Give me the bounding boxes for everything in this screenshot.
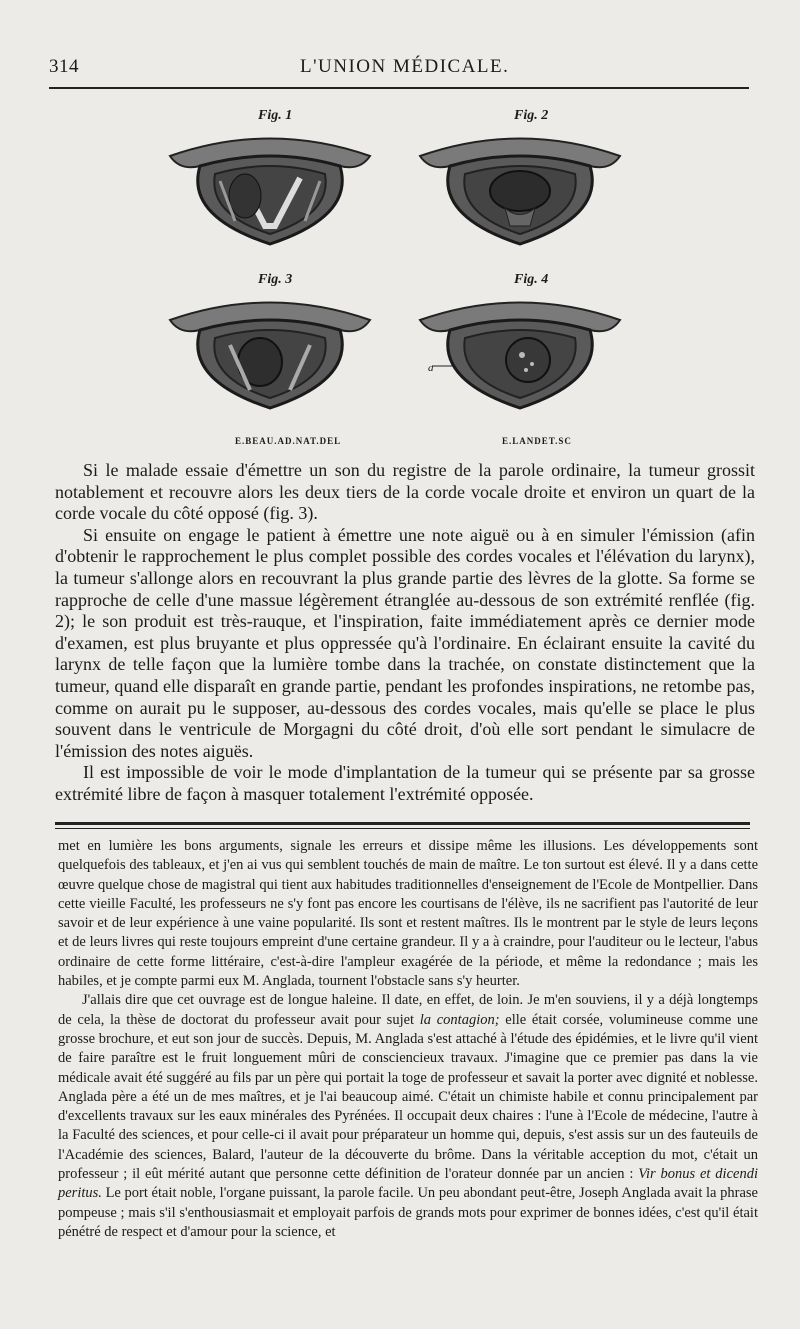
figure-plate: [150, 100, 650, 450]
section-rule-thin: [55, 828, 750, 829]
figure-1: [160, 108, 390, 278]
page-number: 314: [49, 56, 79, 77]
figure-2: [410, 108, 640, 278]
page-header: [0, 50, 800, 90]
paragraph: Si ensuite on engage le patient à émettre une note aiguë ou à en simuler l'émission (afin d'obtenir le rapprochement le plus complet possible des cordes vocales et l'élévation du larynx), la tumeur s'allonge alors en recouvrant la plus grande partie des lèvres de la glotte. Sa forme se rapproche de celle d'une massue légèrement étranglée au-dessous de son extrémité renflée (fig. 2); le son produit est très-rauque, et l'inspiration, faite immédiatement après ce dernier mode d'examen, est plus bruyante et plus oppressée qu'à l'ordinaire. En éclairant ensuite la cavité du larynx de telle façon que la lumière tombe dans la trachée, on constate distinctement que la tumeur, quand elle disparaît en grande partie, pendant les profondes inspirations, ne retombe pas, comme on aurait pu le supposer, au-dessous des cordes vocales, mais qu'elle se place le plus souvent dans le ventricule de Morgagni du côté droit, d'où elle sort pendant le simulacre de l'émission des notes aiguës.: [55, 524, 755, 761]
article-text: [55, 460, 755, 806]
larynx-illustration-4: [410, 290, 630, 415]
figure-3: [160, 272, 390, 442]
italic-run: la contagion;: [419, 1011, 500, 1028]
engraver-signature-right: E.LANDET.SC: [502, 436, 572, 446]
figure-4-label: Fig. 4: [514, 272, 549, 287]
feuilleton-paragraph: met en lumière les bons arguments, signale les erreurs et dissipe même les illusions. Les développements sont quelquefois des tableaux, et j'en ai vus qui semblent touchés de main de maître. Le ton surtout est élevé. Il y a dans cette œuvre quelque chose de magistral qui tient aux habitudes traditionnelles d'enseignement de l'Ecole de Montpellier. Dans cette vieille Faculté, les professeurs ne s'y font pas encore les courtisans de l'élève, ils ne sacrifient pas l'autorité de leur savoir et de leur expérience à une vaine popularité. Ils sont et restent maîtres. Ils le montrent par le style de leurs leçons et de leurs livres qui reste toujours empreint d'une certaine grandeur. Il y a à craindre, pour l'auditeur ou le lecteur, l'abus ordinaire de cette forme littéraire, c'est-à-dire l'ampleur exagérée de la période, et même la redondance ; mais les habiles, et je compte parmi eux M. Anglada, tournent l'obstacle sans s'y heurter.: [58, 838, 758, 990]
feuilleton-text: [58, 837, 758, 1242]
larynx-illustration-1: [160, 126, 380, 251]
larynx-illustration-3: [160, 290, 380, 415]
italic-run: Vir bonus et dicendi peritus.: [58, 1166, 758, 1202]
figure-4: [410, 272, 640, 442]
section-rule: [55, 822, 750, 825]
header-rule: [49, 87, 749, 89]
engraver-signature-left: E.BEAU.AD.NAT.DEL: [235, 436, 342, 446]
paragraph: Si le malade essaie d'émettre un son du registre de la parole ordinaire, la tumeur grossit notablement et recouvre alors les deux tiers de la corde vocale droite et environ un quart de la corde vocale du côté opposé (fig. 3).: [55, 460, 755, 524]
figure-1-label: Fig. 1: [258, 108, 293, 123]
figure-3-label: Fig. 3: [258, 272, 293, 287]
figure-2-label: Fig. 2: [514, 108, 549, 123]
feuilleton-paragraph: [58, 991, 758, 1242]
paragraph: Il est impossible de voir le mode d'implantation de la tumeur qui se présente par sa grosse extrémité libre de façon à masquer totalement l'extrémité opposée.: [55, 762, 755, 804]
figure-4-letter-a: a: [428, 362, 434, 374]
text-run: J'allais dire que cet ouvrage est de longue haleine. Il date, en effet, de loin. Je m'en souviens, il y a déjà longtemps de cela, la thèse de doctorat du professeur avait pour sujet: [58, 992, 758, 1028]
running-title: L'UNION MÉDICALE.: [300, 56, 510, 77]
larynx-illustration-2: [410, 126, 630, 251]
text-run: elle était corsée, volumineuse comme une grosse brochure, et eut son jour de succès. Depuis, M. Anglada s'est attaché à l'étude des épidémies, et le livre qu'il vient de faire paraître est le fruit longuement mûri de consciencieux travaux. J'imagine que ce premier pas dans la vie médicale avait été suggéré au fils par un père qui portait la toge de professeur et savait la porter avec dignité et noblesse. Anglada père a été un de mes maîtres, et je l'ai beaucoup aimé. C'était un chimiste habile et connu principalement par d'excellents travaux sur les eaux minérales des Pyrénées. Il occupait deux chaires : l'une à l'Ecole de médecine, l'autre à la Faculté des sciences, et pour celle-ci il avait pour préparateur un homme qui, depuis, s'est assis sur un des fauteuils de l'Académie des sciences, Balard, l'auteur de la découverte du brôme. Dans la véritable acception du mot, c'était un professeur ; il eût mérité autant que personne cette définition de l'orateur donnée par un ancien :: [58, 1011, 758, 1183]
text-run: Le port était noble, l'organe puissant, la parole facile. Un peu abondant peut-être, Joseph Anglada avait la phrase pompeuse ; mais s'il s'enthousiasmait et employait parfois de grands mots pour exprimer de bonnes idées, c'est qu'il était pénétré de respect et d'amour pour la science, et: [58, 1185, 758, 1240]
